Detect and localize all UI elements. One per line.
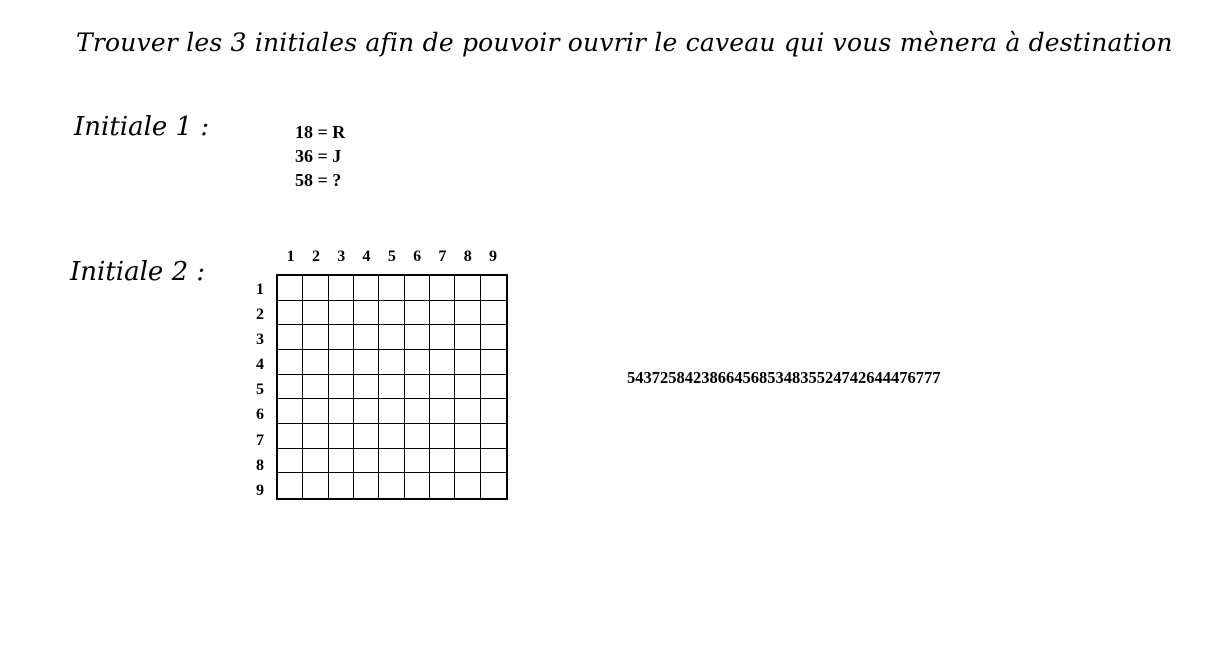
grid-cell (329, 350, 354, 375)
grid-cell (405, 375, 430, 400)
column-header: 2 (311, 248, 320, 265)
initiale-1-label: Initiale 1 : (74, 112, 210, 142)
grid-cell (405, 473, 430, 498)
cipher-grid (276, 274, 508, 500)
column-header: 1 (286, 248, 295, 265)
grid-cell (303, 276, 328, 301)
grid-cell (354, 473, 379, 498)
grid-cell (481, 399, 506, 424)
grid-cell (481, 424, 506, 449)
grid-cell (481, 301, 506, 326)
grid-cell (278, 375, 303, 400)
grid-cell (278, 399, 303, 424)
column-header: 5 (387, 248, 396, 265)
row-header: 9 (256, 481, 264, 499)
grid-cell (379, 375, 404, 400)
grid-cell (278, 473, 303, 498)
grid-cell (354, 375, 379, 400)
grid-cell (455, 449, 480, 474)
grid-cell (303, 399, 328, 424)
initiale-2-label: Initiale 2 : (70, 257, 206, 287)
grid-cell (379, 399, 404, 424)
grid-cell (354, 301, 379, 326)
grid-cell (430, 449, 455, 474)
clue-line: 58 = ? (295, 170, 342, 190)
row-header: 2 (256, 306, 264, 324)
grid-cell (430, 350, 455, 375)
grid-cell (430, 325, 455, 350)
grid-cell (379, 276, 404, 301)
grid-cell (354, 424, 379, 449)
grid-cell (354, 276, 379, 301)
grid-cell (405, 449, 430, 474)
grid-cell (354, 350, 379, 375)
grid-cell (455, 276, 480, 301)
grid-cell (430, 276, 455, 301)
row-header: 6 (256, 406, 264, 424)
initiale-1-clues (295, 120, 345, 192)
grid-cell (329, 301, 354, 326)
grid-cell (303, 301, 328, 326)
grid-cell (303, 424, 328, 449)
grid-cell (430, 424, 455, 449)
grid-row-headers (250, 277, 270, 503)
row-header: 7 (256, 431, 264, 449)
grid-cell (354, 325, 379, 350)
grid-column-headers (278, 248, 506, 268)
grid-cell (405, 301, 430, 326)
grid-cell (303, 473, 328, 498)
cipher-code: 54372584238664568534835524742644476777 (627, 368, 941, 387)
row-header: 4 (256, 356, 264, 374)
grid-cell (303, 449, 328, 474)
grid-cell (405, 350, 430, 375)
grid-cell (329, 276, 354, 301)
grid-cell (329, 473, 354, 498)
grid-cell (379, 424, 404, 449)
grid-cell (278, 449, 303, 474)
column-header: 8 (463, 248, 472, 265)
grid-cell (278, 301, 303, 326)
grid-cell (430, 301, 455, 326)
grid-cell (379, 301, 404, 326)
grid-cell (278, 276, 303, 301)
grid-cell (329, 424, 354, 449)
grid-cell (278, 424, 303, 449)
grid-cell (329, 375, 354, 400)
grid-cell (455, 473, 480, 498)
grid-cell (278, 350, 303, 375)
grid-cell (455, 424, 480, 449)
column-header: 3 (337, 248, 346, 265)
grid-cell (329, 399, 354, 424)
grid-cell (379, 350, 404, 375)
page-title: Trouver les 3 initiales afin de pouvoir ouvrir le caveau qui vous mènera à destination (76, 28, 1173, 57)
grid-cell (303, 375, 328, 400)
grid-cell (303, 350, 328, 375)
grid-cell (430, 473, 455, 498)
row-header: 1 (256, 281, 264, 298)
row-header: 8 (256, 456, 264, 474)
grid-cell (481, 449, 506, 474)
grid-cell (481, 350, 506, 375)
grid-cell (379, 473, 404, 498)
column-header: 6 (413, 248, 422, 265)
grid-cell (329, 325, 354, 350)
row-header: 5 (256, 381, 264, 399)
grid-cell (405, 424, 430, 449)
grid-cell (455, 301, 480, 326)
grid-cell (354, 399, 379, 424)
grid-cell (481, 375, 506, 400)
grid-cell (329, 449, 354, 474)
column-header: 4 (362, 248, 371, 265)
column-header: 9 (489, 248, 498, 265)
grid-cell (303, 325, 328, 350)
grid-cell (354, 449, 379, 474)
grid-cell (481, 325, 506, 350)
grid-cell (405, 399, 430, 424)
grid-cell (455, 375, 480, 400)
column-header: 7 (438, 248, 447, 265)
grid-cell (379, 325, 404, 350)
grid-cell (379, 449, 404, 474)
row-header: 3 (256, 331, 264, 349)
clue-line: 36 = J (295, 146, 342, 166)
grid-cell (455, 325, 480, 350)
clue-line: 18 = R (295, 122, 346, 142)
grid-cell (405, 325, 430, 350)
grid-cell (455, 399, 480, 424)
grid-cell (430, 375, 455, 400)
grid-cell (481, 473, 506, 498)
grid-cell (430, 399, 455, 424)
grid-cell (278, 325, 303, 350)
grid-cell (481, 276, 506, 301)
grid-cell (405, 276, 430, 301)
grid-cell (455, 350, 480, 375)
